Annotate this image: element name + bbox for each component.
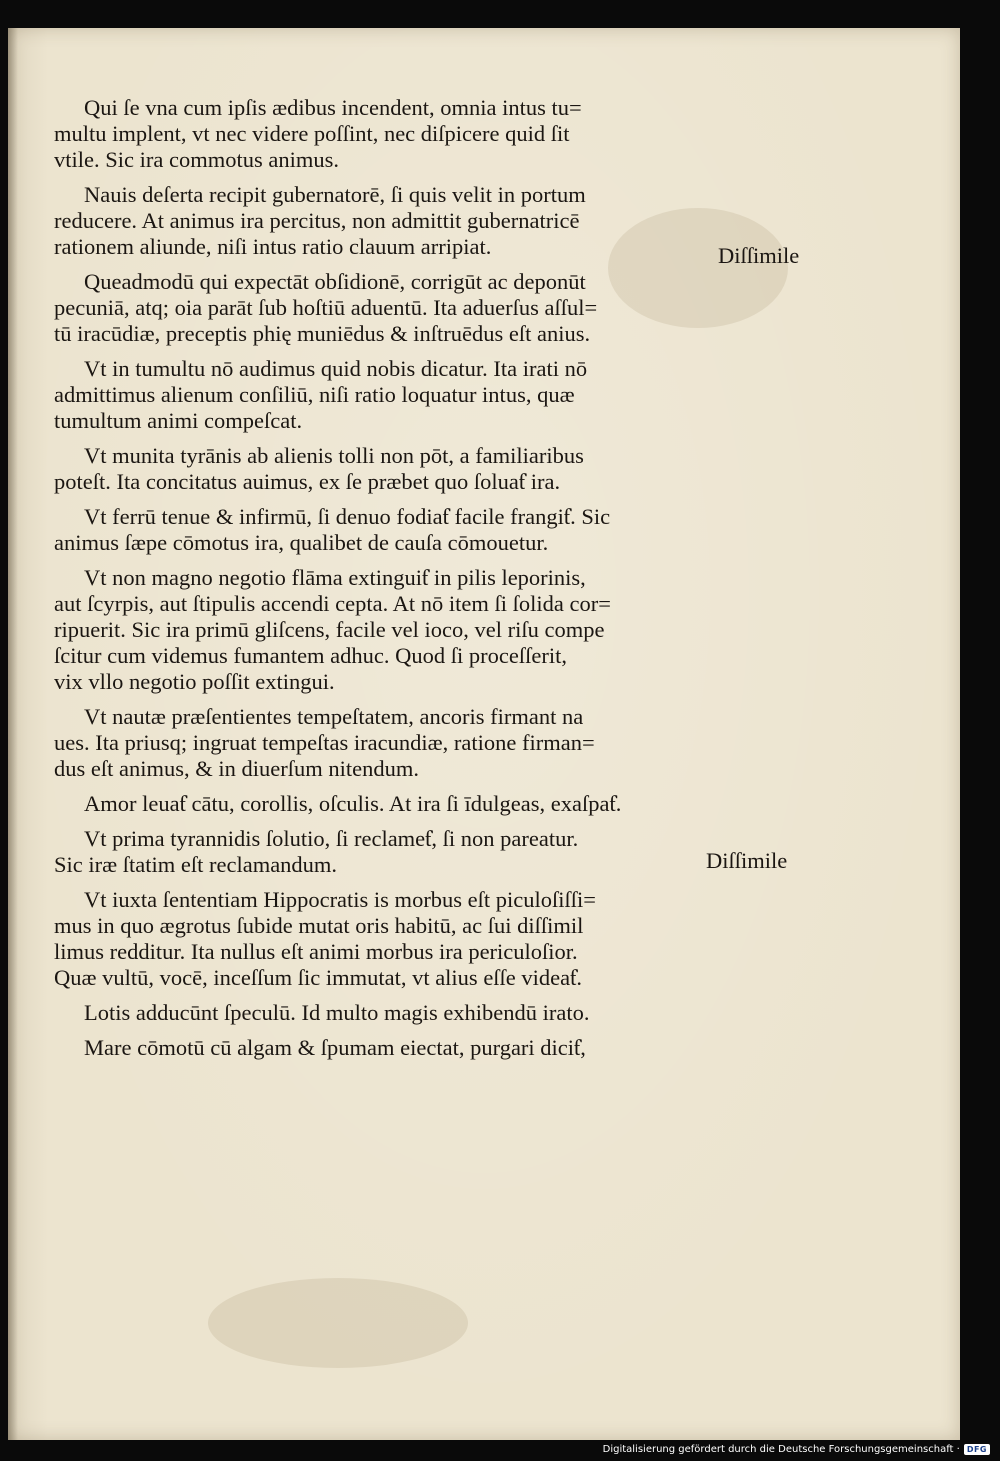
paragraph [54, 504, 714, 556]
text-line: Quæ vultū, vocē, inceſſum ſic immutat, vt alius eſſe videaƭ. [54, 965, 583, 990]
text-line: Queadmodū qui expectāt obſidionē, corrigūt ac deponūt [84, 269, 586, 294]
paragraph [54, 791, 714, 817]
text-line: Vt iuxta ſententiam Hippocratis is morbus eſt piculoſiſſi= [84, 887, 596, 912]
text-line: Vt in tumultu nō audimus quid nobis dicatur. Ita irati nō [84, 356, 588, 381]
paragraph [54, 443, 714, 495]
text-line: Mare cōmotū cū algam & ſpumam eiectat, purgari diciƭ, [84, 1035, 586, 1060]
text-line: vtile. Sic ira commotus animus. [54, 147, 339, 172]
paragraph [54, 1035, 714, 1061]
marginal-note: Diſſimile [706, 848, 788, 873]
paragraph [54, 95, 714, 173]
page-gutter-shadow [8, 28, 18, 1440]
marginal-note: Diſſimile [718, 243, 800, 268]
footer-credit [603, 1444, 990, 1455]
text-line: ripuerit. Sic ira primū gliſcens, facile vel ioco, vel riſu compe [54, 617, 605, 642]
paper-stain [208, 1278, 468, 1368]
text-line: ues. Ita priusq; ingruat tempeſtas iracundiæ, ratione firman= [54, 730, 595, 755]
text-line: limus redditur. Ita nullus eſt animi morbus ira periculoſior. [54, 939, 578, 964]
text-line: tumultum animi compeſcat. [54, 408, 303, 433]
text-line: poteſt. Ita concitatus auimus, ex ſe præbet quo ſoluaƭ ira. [54, 469, 561, 494]
text-line: reducere. At animus ira percitus, non admittit gubernatricē [54, 208, 580, 233]
text-line: Nauis deſerta recipit gubernatorē, ſi quis velit in portum [84, 182, 586, 207]
paragraph [54, 565, 714, 695]
paragraph [54, 887, 714, 991]
text-line: Amor leuaƭ cātu, corollis, oſculis. At ira ſi īdulgeas, exaſpaƭ. [84, 791, 622, 816]
text-line: rationem aliunde, niſi intus ratio clauum arripiat. [54, 234, 492, 259]
paragraph [54, 182, 714, 260]
text-line: Vt nautæ præſentientes tempeſtatem, ancoris firmant na [84, 704, 584, 729]
text-line: Vt munita tyrānis ab alienis tolli non pōt, a familiaribus [84, 443, 584, 468]
footer-text: Digitalisierung gefördert durch die Deutsche Forschungsgemeinschaft · [602, 1444, 960, 1455]
paragraph [54, 826, 714, 878]
text-line: ſcitur cum videmus fumantem adhuc. Quod ſi proceſſerit, [54, 643, 567, 668]
text-line: multu implent, vt nec videre poſſint, nec diſpicere quid ſit [54, 121, 570, 146]
text-line: admittimus alienum conſiliū, niſi ratio loquatur intus, quæ [54, 382, 575, 407]
paragraph [54, 704, 714, 782]
paragraph [54, 356, 714, 434]
text-line: vix vllo negotio poſſit extingui. [54, 669, 335, 694]
main-text-block [54, 95, 714, 1070]
text-line: Qui ſe vna cum ipſis ædibus incendent, omnia intus tu= [84, 95, 582, 120]
text-line: Vt prima tyrannidis ſolutio, ſi reclameƭ, ſi non pareatur. [84, 826, 579, 851]
text-line: tū iracūdiæ, preceptis phię muniēdus & inſtruēdus eſt anius. [54, 321, 591, 346]
paragraph [54, 269, 714, 347]
text-line: animus ſæpe cōmotus ira, qualibet de cauſa cōmouetur. [54, 530, 549, 555]
text-line: Lotis adducūnt ſpeculū. Id multo magis exhibendū irato. [84, 1000, 590, 1025]
paragraph [54, 1000, 714, 1026]
text-line: aut ſcyrpis, aut ſtipulis accendi cepta. At nō item ſi ſolida cor= [54, 591, 611, 616]
text-line: mus in quo ægrotus ſubide mutat oris habitū, ac ſui diſſimil [54, 913, 584, 938]
text-line: Sic iræ ſtatim eſt reclamandum. [54, 852, 338, 877]
text-line: Vt ferrū tenue & infirmū, ſi denuo fodiaƭ facile frangiƭ. Sic [84, 504, 611, 529]
text-line: dus eſt animus, & in diuerſum nitendum. [54, 756, 419, 781]
text-line: Vt non magno negotio flāma extinguiƭ in pilis leporinis, [84, 565, 586, 590]
text-line: pecuniā, atq; oia parāt ſub hoſtiū aduentū. Ita aduerſus aſſul= [54, 295, 598, 320]
dfg-logo-icon: DFG [964, 1444, 990, 1455]
